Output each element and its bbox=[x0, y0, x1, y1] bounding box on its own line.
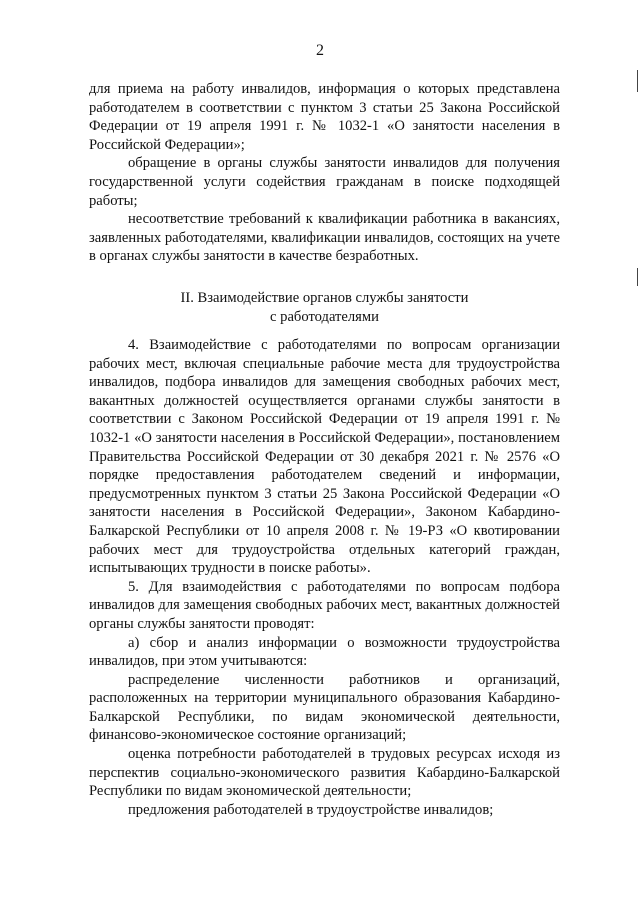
scan-edge-mark bbox=[637, 268, 638, 286]
section-heading-line: с работодателями bbox=[270, 308, 379, 325]
paragraph: распределение численности работников и организаций, расположенных на территории муниципального образования Кабардино-Балкарской Республики, по видам экономической деятельности, финансово-экономическое состояние организаций; bbox=[89, 671, 560, 744]
top-paragraphs bbox=[89, 80, 560, 266]
paragraph: оценка потребности работодателей в трудовых ресурсах исходя из перспектив социально-экономического развития Кабардино-Балкарской Республики по видам экономической деятельности; bbox=[89, 746, 560, 800]
paragraph: 4. Взаимодействие с работодателями по вопросам организации рабочих мест, включая специальные рабочие места для трудоустройства инвалидов, подбора инвалидов для замещения свободных рабочих мест, вакантных должностей осуществляется органами службы занятости в соответствии с Законом Российской Федерации от 19 апреля 1991 г. № 1032-1 «О занятости населения в Российской Федерации», постановлением Правительства Российской Федерации от 30 декабря 2021 г. № 2576 «О порядке предоставления работодателем сведений и информации, предусмотренных пунктом 3 статьи 25 Закона Российской Федерации «О занятости населения в Российской Федерации», Законом Кабардино-Балкарской Республики от 10 апреля 2008 г. № 19-РЗ «О квотировании рабочих мест для трудоустройства отдельных категорий граждан, испытывающих трудности в поиске работы». bbox=[89, 337, 560, 577]
scan-edge-mark bbox=[637, 70, 638, 92]
page-number: 2 bbox=[316, 42, 324, 59]
paragraph: несоответствие требований к квалификации работника в вакансиях, заявленных работодателями, квалификации инвалидов, состоящих на учете в органах службы занятости в качестве безработных. bbox=[89, 211, 560, 265]
paragraph: предложения работодателей в трудоустройстве инвалидов; bbox=[128, 801, 494, 818]
paragraph: а) сбор и анализ информации о возможности трудоустройства инвалидов, при этом учитываются: bbox=[89, 634, 560, 670]
paragraph: 5. Для взаимодействия с работодателями по вопросам подбора инвалидов для замещения свободных рабочих мест, вакантных должностей органы службы занятости проводят: bbox=[89, 578, 560, 632]
section-heading-line: II. Взаимодействие органов службы занятости bbox=[180, 290, 469, 306]
paragraph: для приема на работу инвалидов, информация о которых представлена работодателем в соответствии с пунктом 3 статьи 25 Закона Российской Федерации от 19 апреля 1991 г. № 1032-1 «О занятости населения в Российской Федерации»; bbox=[89, 81, 560, 153]
paragraph: обращение в органы службы занятости инвалидов для получения государственной услуги содействия гражданам в поиске подходящей работы; bbox=[89, 155, 560, 209]
main-paragraphs bbox=[89, 336, 560, 819]
section-heading bbox=[89, 289, 560, 326]
